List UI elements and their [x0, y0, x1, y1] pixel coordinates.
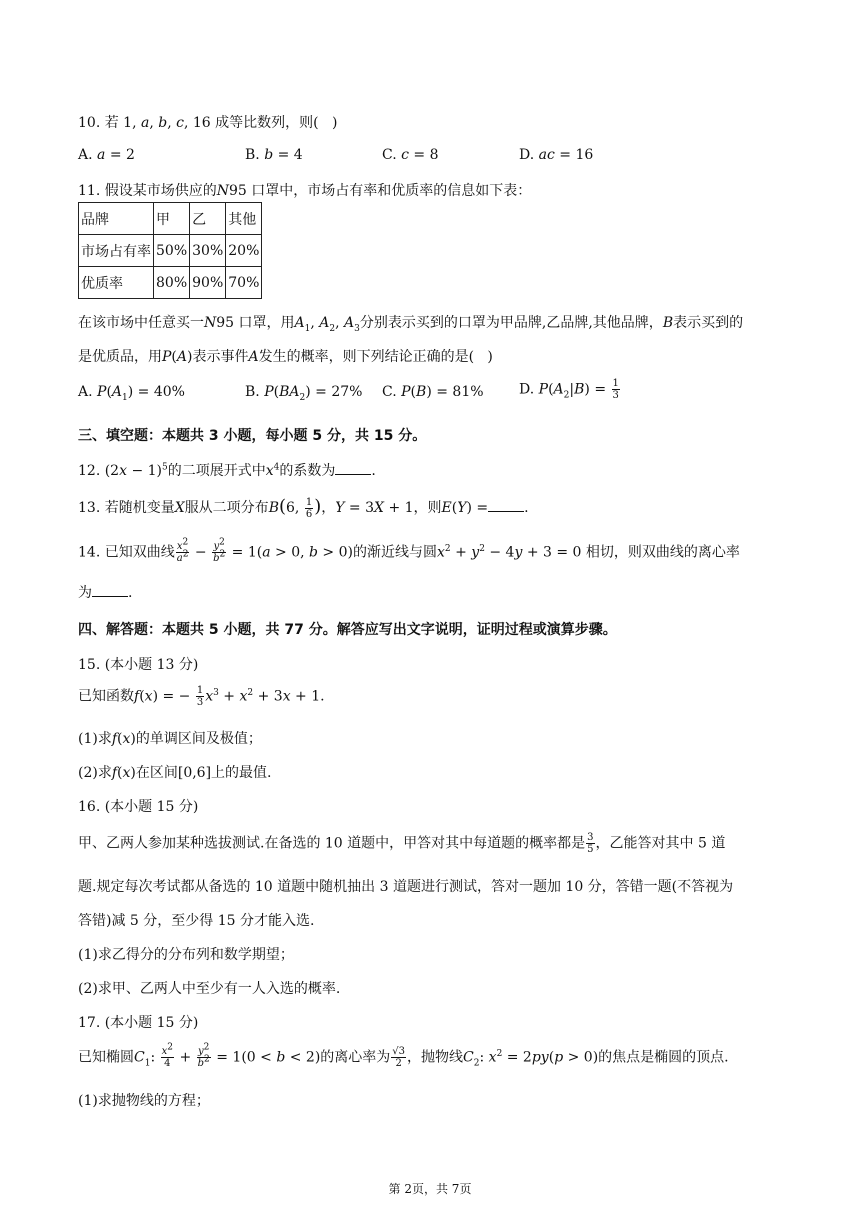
question-16-line1: 甲、乙两人参加某种选拔测试.在备选的 10 道题中，甲答对其中每道题的概率都是 $\frac{3}{5}$ ，乙能答对其中 5 道	[78, 832, 726, 855]
question-15-part1: (1)求f(x)的单调区间及极值；	[78, 731, 262, 747]
table-cell: 优质率	[79, 267, 154, 299]
q10-option-c: C. c = 8	[382, 147, 439, 163]
question-14-line1: 14. 已知双曲线 $\frac{x^2}{a^2}$ − $\frac{y^2}{b^2}$ = 1(a > 0, b > 0)的渐近线与圆$x^2 + y^2 - 4y + 3 = 0$ 相切，则双曲线的离心率	[78, 537, 740, 564]
question-14-line2: 为 .	[78, 585, 133, 601]
question-16-header: 16. (本小题 15 分)	[78, 799, 199, 815]
fraction: $\frac{1}{6}$	[305, 496, 313, 520]
fraction: $\frac{√3}{2}$	[392, 1046, 406, 1069]
question-12: 12. $(2x - 1)^5$的二项展开式中$x^4$的系数为 .	[78, 462, 376, 479]
market-share-table	[78, 202, 262, 299]
table-cell: 70%	[226, 267, 262, 299]
fraction: $\frac{y^2}{b^2}$	[213, 537, 226, 564]
question-15-header: 15. (本小题 13 分)	[78, 657, 199, 673]
table-cell: 90%	[190, 267, 226, 299]
table-header-cell: 甲	[154, 203, 190, 235]
fraction: $\frac{3}{5}$	[587, 832, 594, 855]
table-row	[79, 235, 262, 267]
question-16-line3: 答错)减 5 分，至少得 15 分才能入选.	[78, 913, 315, 929]
question-16-line2: 题.规定每次考试都从备选的 10 道题中随机抽出 3 道题进行测试，答对一题加 10 分，答错一题(不答视为	[78, 879, 734, 895]
section-4-heading: 四、解答题：本题共 5 小题，共 77 分。解答应写出文字说明，证明过程或演算步骤。	[78, 622, 617, 638]
question-16-part2: (2)求甲、乙两人中至少有一人入选的概率.	[78, 981, 341, 997]
fraction: $\frac{x^2}{a^2}$	[176, 537, 189, 564]
q11-option-c: C. P(B) = 81%	[382, 384, 484, 400]
table-header-row	[79, 203, 262, 235]
table-header-cell: 其他	[226, 203, 262, 235]
q10-option-b: B. b = 4	[245, 147, 303, 163]
table-cell: 80%	[154, 267, 190, 299]
q10-option-a: A. a = 2	[78, 147, 135, 163]
fraction: $\frac{1}{3}$	[612, 378, 619, 401]
question-11-stem: 11. 假设某市场供应的N95 口罩中，市场占有率和优质率的信息如下表：	[78, 183, 532, 199]
q10-option-d: D. ac = 16	[519, 147, 594, 163]
q11-option-a: A. $P(A_1) = 40\%$	[78, 384, 185, 403]
page-footer: 第 2页，共 7页	[388, 1182, 472, 1196]
table-header-cell: 乙	[190, 203, 226, 235]
table-cell: 20%	[226, 235, 262, 267]
question-15-stem: 已知函数f(x) = − $\frac{1}{3}$ $x^3 + x^2 + 3x + 1$.	[78, 685, 325, 708]
question-10-stem: 10. 若 1, a, b, c, 16 成等比数列，则( )	[78, 115, 338, 131]
table-cell: 30%	[190, 235, 226, 267]
table-row	[79, 267, 262, 299]
question-11-body-line2: 是优质品，用P(A)表示事件A发生的概率，则下列结论正确的是( )	[78, 349, 493, 365]
question-17-stem: 已知椭圆$C_1$: $\frac{x^2}{4}$ + $\frac{y^2}{b^2}$ = 1(0 < b < 2)的离心率为 $\frac{√3}{2}$ ，抛物线$C_2$: $x^2 = 2py(p > 0)$的焦点是椭圆的顶点.	[78, 1042, 729, 1069]
q11-option-d: D. $P(A_2|B)$ = $\frac{1}{3}$	[519, 378, 619, 401]
question-11-body-line1: 在该市场中任意买一N95 口罩，用$A_1$, $A_2$, $A_3$分别表示买到的口罩为甲品牌,乙品牌,其他品牌，B表示买到的	[78, 315, 744, 334]
question-17-header: 17. (本小题 15 分)	[78, 1015, 199, 1031]
section-3-heading: 三、填空题：本题共 3 小题，每小题 5 分，共 15 分。	[78, 428, 427, 444]
table-cell: 50%	[154, 235, 190, 267]
fraction: $\frac{1}{3}$	[196, 685, 204, 708]
question-13: 13. 若随机变量X服从二项分布B(6, $\frac{1}{6}$ )，Y = 3X + 1，则E(Y) = .	[78, 496, 529, 520]
q11-option-b: B. $P(BA_2) = 27\%$	[245, 384, 363, 403]
table-header-cell: 品牌	[79, 203, 154, 235]
question-15-part2: (2)求f(x)在区间[0,6]上的最值.	[78, 765, 272, 781]
fraction: $\frac{y^2}{b^2}$	[197, 1042, 210, 1069]
question-16-part1: (1)求乙得分的分布列和数学期望；	[78, 947, 294, 963]
fraction: $\frac{x^2}{4}$	[161, 1042, 173, 1069]
table-cell: 市场占有率	[79, 235, 154, 267]
question-17-part1: (1)求抛物线的方程；	[78, 1093, 210, 1109]
